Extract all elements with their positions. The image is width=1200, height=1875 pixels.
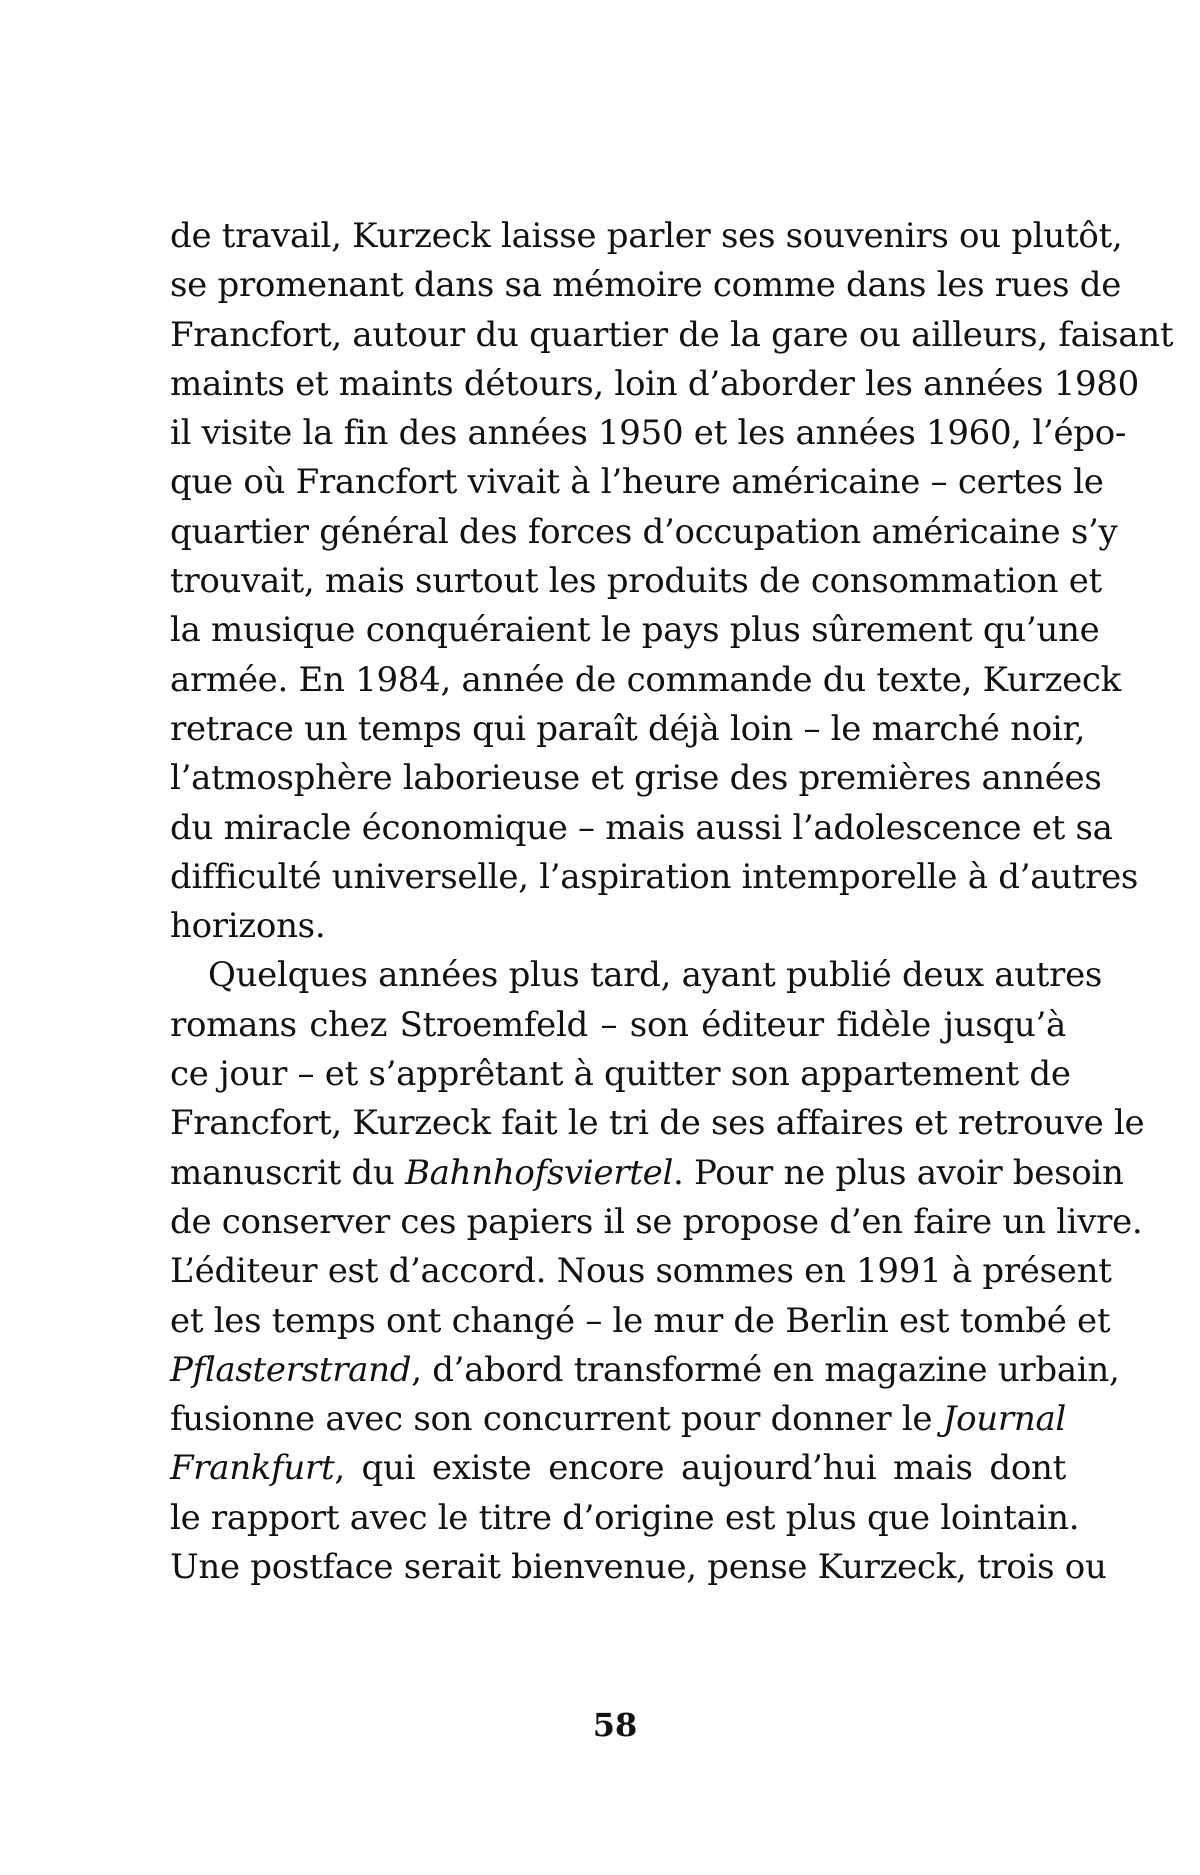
text-line-12: l’atmosphère laborieuse et grise des premières années xyxy=(170,758,1102,799)
text-line-7: quartier général des forces d’occupation américaine s’y xyxy=(170,511,1118,552)
text-line-1: de travail, Kurzeck laisse parler ses souvenirs ou plutôt, xyxy=(170,216,1123,256)
text-line-16: Quelques années plus tard, ayant publié deux autres xyxy=(208,955,1103,996)
text-line-17: romans chez Stroemfeld – son éditeur fidèle jusqu’à xyxy=(170,1004,1066,1045)
text-line-21: de conserver ces papiers il se propose d’en faire un livre. xyxy=(170,1201,1143,1242)
text-line-22: L’éditeur est d’accord. Nous sommes en 1991 à présent xyxy=(170,1251,1112,1292)
text-line-2: se promenant dans sa mémoire comme dans les rues de xyxy=(170,265,1122,306)
text-line-6: que où Francfort vivait à l’heure américaine – certes le xyxy=(170,462,1104,503)
text-line-18: ce jour – et s’apprêtant à quitter son appartement de xyxy=(170,1054,1071,1095)
text-line-26: Frankfurt, qui existe encore aujourd’hui mais dont xyxy=(170,1448,1066,1489)
text-line-3: Francfort, autour du quartier de la gare ou ailleurs, faisant xyxy=(170,314,1174,355)
text-line-5: il visite la fin des années 1950 et les années 1960, l’épo- xyxy=(170,413,1127,454)
text-line-19: Francfort, Kurzeck fait le tri de ses affaires et retrouve le xyxy=(170,1103,1145,1144)
text-line-15: horizons. xyxy=(170,906,326,947)
magazine-title-italic: Pflasterstrand xyxy=(170,1349,412,1390)
text-line-9: la musique conquéraient le pays plus sûrement qu’une xyxy=(170,610,1100,651)
text-line-11: retrace un temps qui paraît déjà loin – le marché noir, xyxy=(170,708,1086,749)
body-text xyxy=(170,212,1174,1592)
text-line-28: Une postface serait bienvenue, pense Kurzeck, trois ou xyxy=(170,1547,1107,1588)
text-line-14: difficulté universelle, l’aspiration intemporelle à d’autres xyxy=(170,856,1139,897)
page-number: 58 xyxy=(592,1706,638,1744)
text-line-13: du miracle économique – mais aussi l’adolescence et sa xyxy=(170,807,1113,848)
text-line-4: maints et maints détours, loin d’aborder les années 1980 xyxy=(170,363,1139,404)
text-line-23: et les temps ont changé – le mur de Berlin est tombé et xyxy=(170,1300,1111,1341)
text-line-27: le rapport avec le titre d’origine est plus que lointain. xyxy=(170,1497,1080,1538)
text-line-24: Pflasterstrand, d’abord transformé en magazine urbain, xyxy=(170,1349,1120,1390)
text-line-25: fusionne avec son concurrent pour donner le Journal xyxy=(170,1399,1066,1440)
journal-title-italic-cont: Frankfurt xyxy=(170,1448,335,1489)
text-line-10: armée. En 1984, année de commande du texte, Kurzeck xyxy=(170,659,1121,700)
text-line-8: trouvait, mais surtout les produits de consommation et xyxy=(170,561,1102,602)
book-title-italic: Bahnhofsviertel xyxy=(404,1152,674,1193)
journal-title-italic: Journal xyxy=(942,1399,1066,1440)
text-line-20: manuscrit du Bahnhofsviertel. Pour ne plus avoir besoin xyxy=(170,1152,1124,1193)
